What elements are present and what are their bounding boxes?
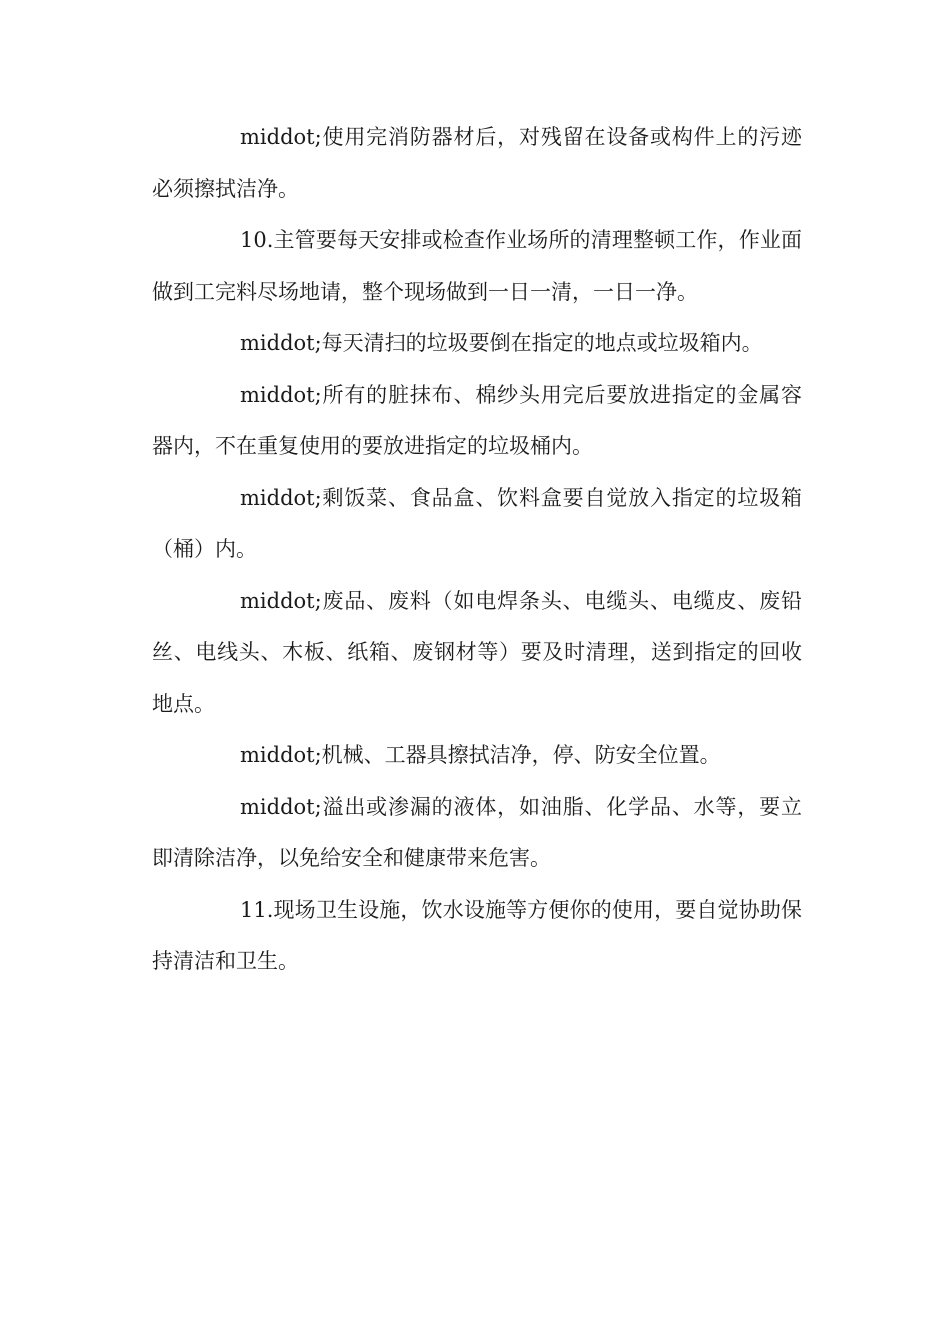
paragraph-1: middot;使用完消防器材后，对残留在设备或构件上的污迹必须擦拭洁净。 (152, 125, 802, 201)
paragraph-7: middot;机械、工器具擦拭洁净，停、防安全位置。 (240, 743, 721, 767)
paragraph-5: middot;剩饭菜、食品盒、饮料盒要自觉放入指定的垃圾箱（桶）内。 (152, 485, 802, 561)
document-body (152, 112, 802, 988)
paragraph-6: middot;废品、废料（如电焊条头、电缆头、电缆皮、废铅丝、电线头、木板、纸箱、废钢材等）要及时清理，送到指定的回收地点。 (152, 588, 802, 716)
paragraph-2: 10.主管要每天安排或检查作业场所的清理整顿工作，作业面做到工完料尽场地请，整个现场做到一日一清，一日一净。 (152, 228, 802, 304)
paragraph-4: middot;所有的脏抹布、棉纱头用完后要放进指定的金属容器内，不在重复使用的要放进指定的垃圾桶内。 (152, 382, 802, 458)
paragraph-9: 11.现场卫生设施，饮水设施等方便你的使用，要自觉协助保持清洁和卫生。 (152, 897, 802, 973)
paragraph-3: middot;每天清扫的垃圾要倒在指定的地点或垃圾箱内。 (240, 331, 763, 355)
paragraph-8: middot;溢出或渗漏的液体，如油脂、化学品、水等，要立即清除洁净，以免给安全和健康带来危害。 (152, 794, 802, 870)
